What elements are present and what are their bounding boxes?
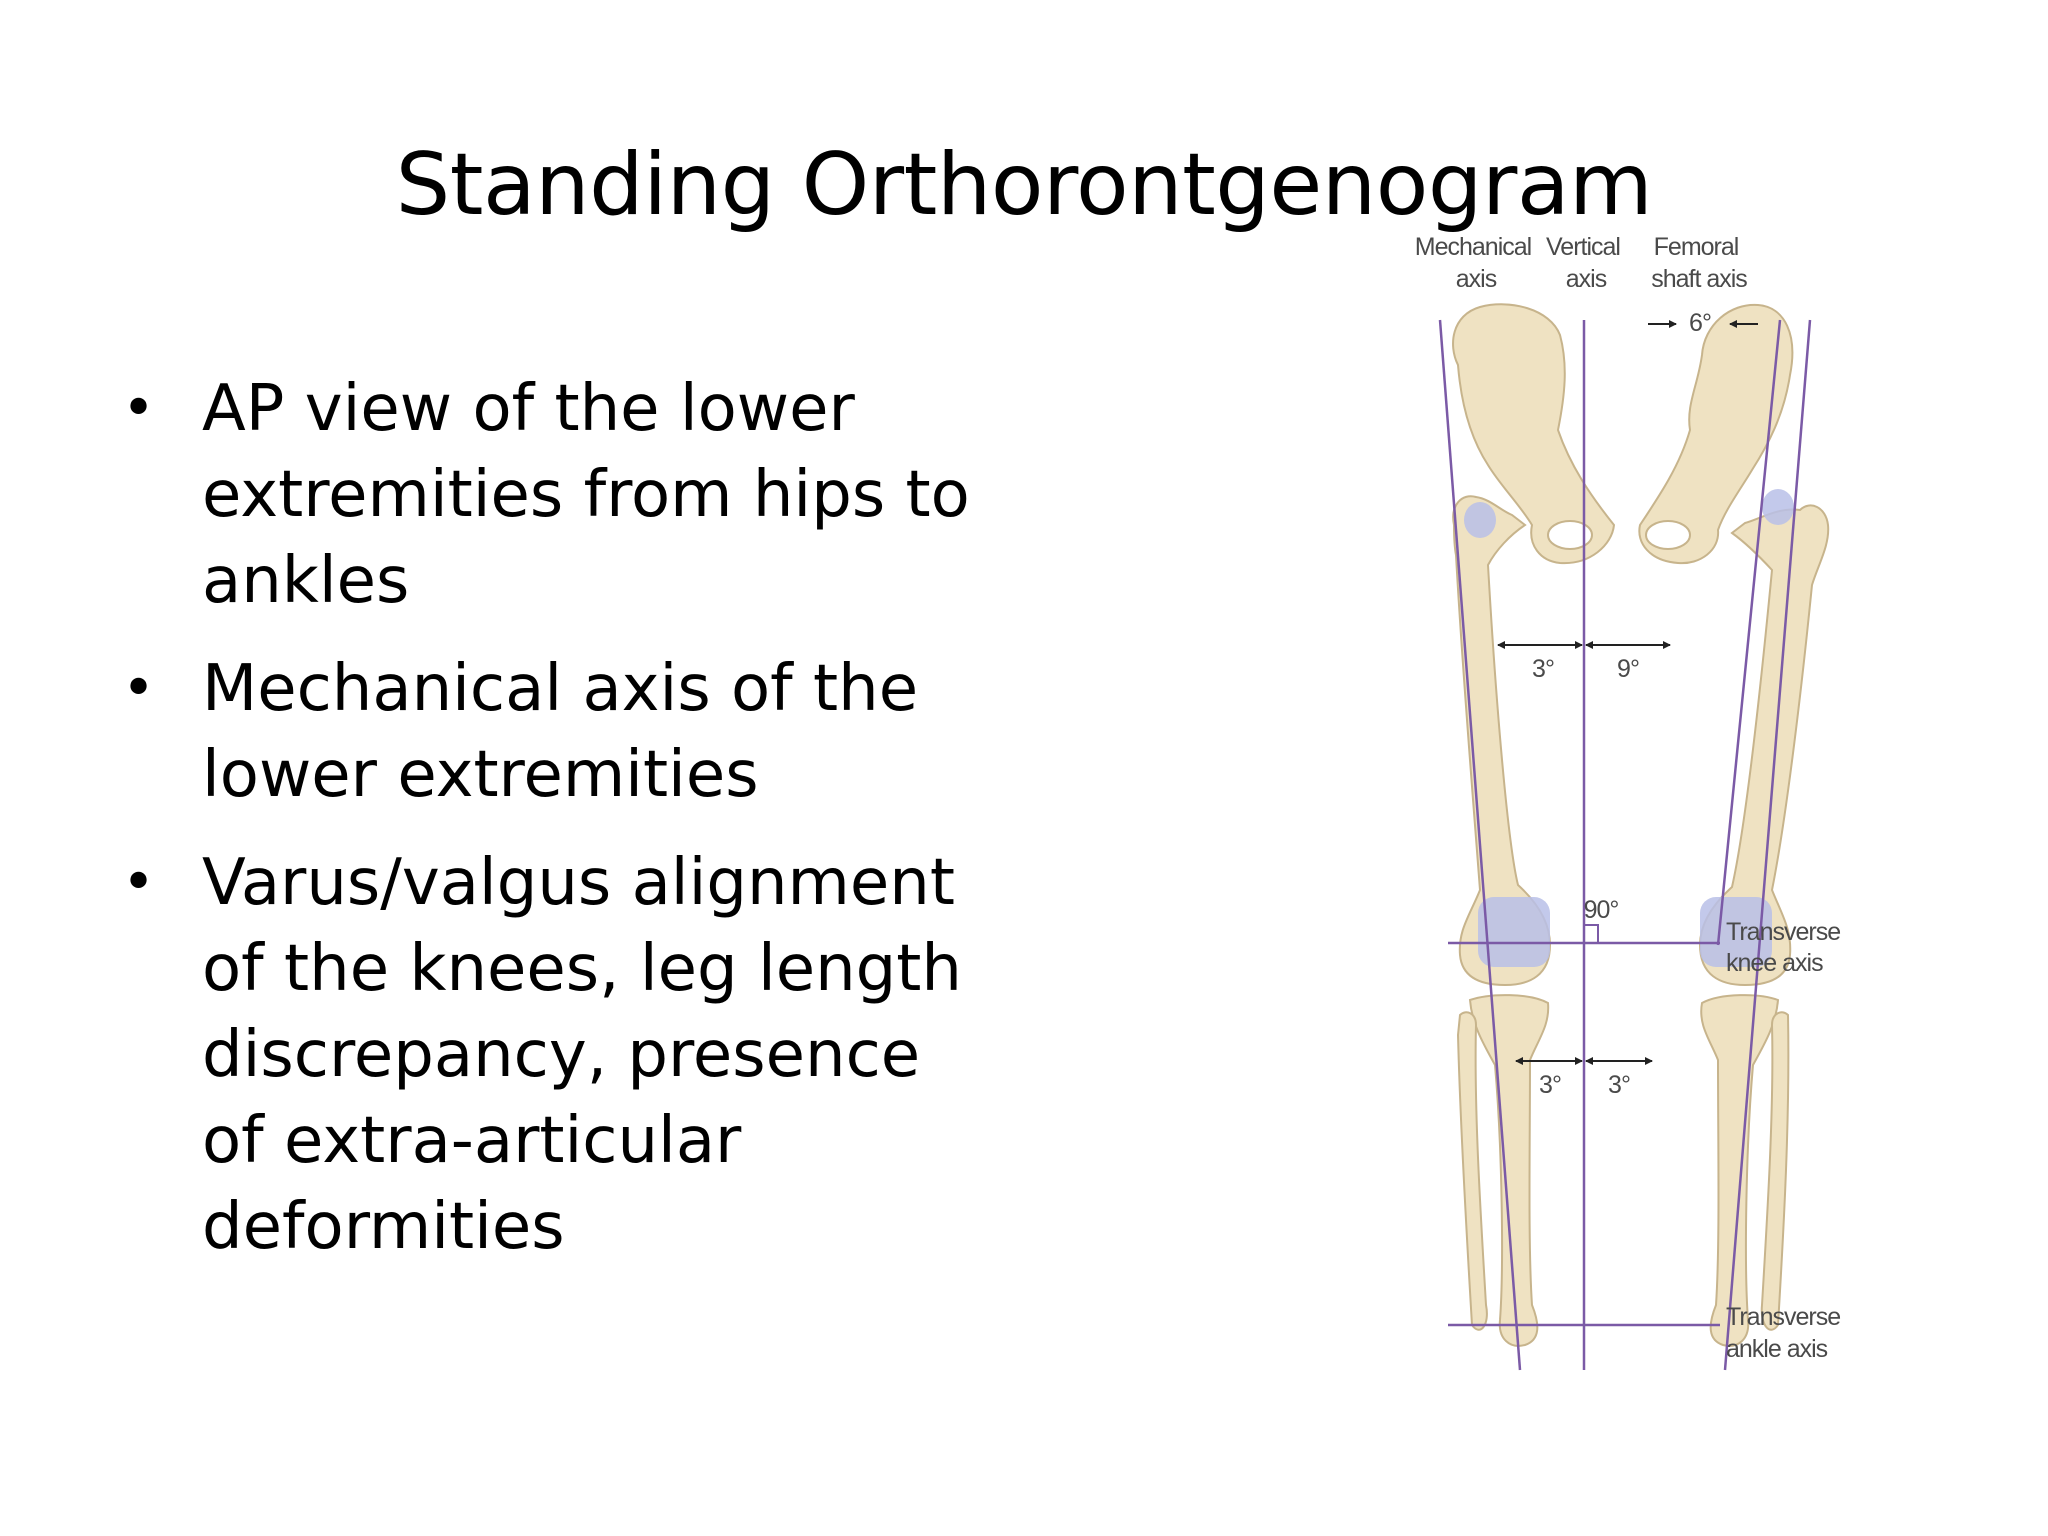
bones-group [1453, 304, 1828, 1346]
transverse-ankle-axis-label-line1: Transverse [1726, 1303, 1841, 1331]
bullet-icon: • [122, 656, 156, 721]
bullet-line: ankles [202, 544, 410, 618]
femoral-shaft-axis-label-line1: Femoral [1653, 233, 1739, 261]
bullet-line: lower extremities [202, 738, 759, 812]
bullet-item [118, 840, 1018, 1270]
vertical-axis-label-line2: axis [1565, 265, 1607, 293]
mechanical-axis-label-line1: Mechanical [1414, 233, 1532, 261]
femoral-shaft-axis-label-line2: shaft axis [1651, 265, 1747, 293]
bullet-line: of the knees, leg length [202, 932, 962, 1006]
left-fibula [1458, 1012, 1487, 1330]
mechanical-axis-label-line2: axis [1455, 265, 1497, 293]
bullet-icon: • [122, 850, 156, 915]
bullet-item [118, 646, 1018, 818]
bullet-list [118, 366, 1018, 1292]
bullet-line: AP view of the lower [202, 372, 855, 446]
bullet-line: deformities [202, 1190, 565, 1264]
alignment-svg [1400, 225, 1900, 1390]
knee-angle-label: 90° [1583, 896, 1619, 924]
bullet-line: of extra-articular [202, 1104, 742, 1178]
right-angle-mark [1584, 925, 1598, 943]
bullet-line: discrepancy, presence [202, 1018, 921, 1092]
right-hip-cartilage [1762, 489, 1794, 525]
thigh-right-angle-label: 9° [1617, 655, 1639, 683]
right-obturator [1646, 521, 1690, 549]
bullet-line: Varus/valgus alignment [202, 846, 955, 920]
thigh-left-angle-label: 3° [1532, 655, 1554, 683]
left-hip-cartilage [1464, 502, 1496, 538]
transverse-knee-axis-label-line2: knee axis [1726, 949, 1823, 977]
vertical-axis-label-line1: Vertical [1546, 233, 1620, 261]
bullet-icon: • [122, 376, 156, 441]
lower-limb-alignment-diagram [1400, 225, 1900, 1390]
transverse-ankle-axis-label-line2: ankle axis [1726, 1335, 1828, 1363]
transverse-knee-axis-label-line1: Transverse [1726, 918, 1841, 946]
bullet-line: extremities from hips to [202, 458, 970, 532]
leg-left-angle-label: 3° [1539, 1071, 1561, 1099]
leg-right-angle-label: 3° [1608, 1071, 1630, 1099]
right-fibula [1762, 1012, 1789, 1330]
slide-title: Standing Orthorontgenogram [395, 135, 1653, 235]
bullet-line: Mechanical axis of the [202, 652, 919, 726]
femoral-shaft-angle-label: 6° [1689, 309, 1711, 337]
left-obturator [1548, 521, 1592, 549]
bullet-item [118, 366, 1018, 624]
